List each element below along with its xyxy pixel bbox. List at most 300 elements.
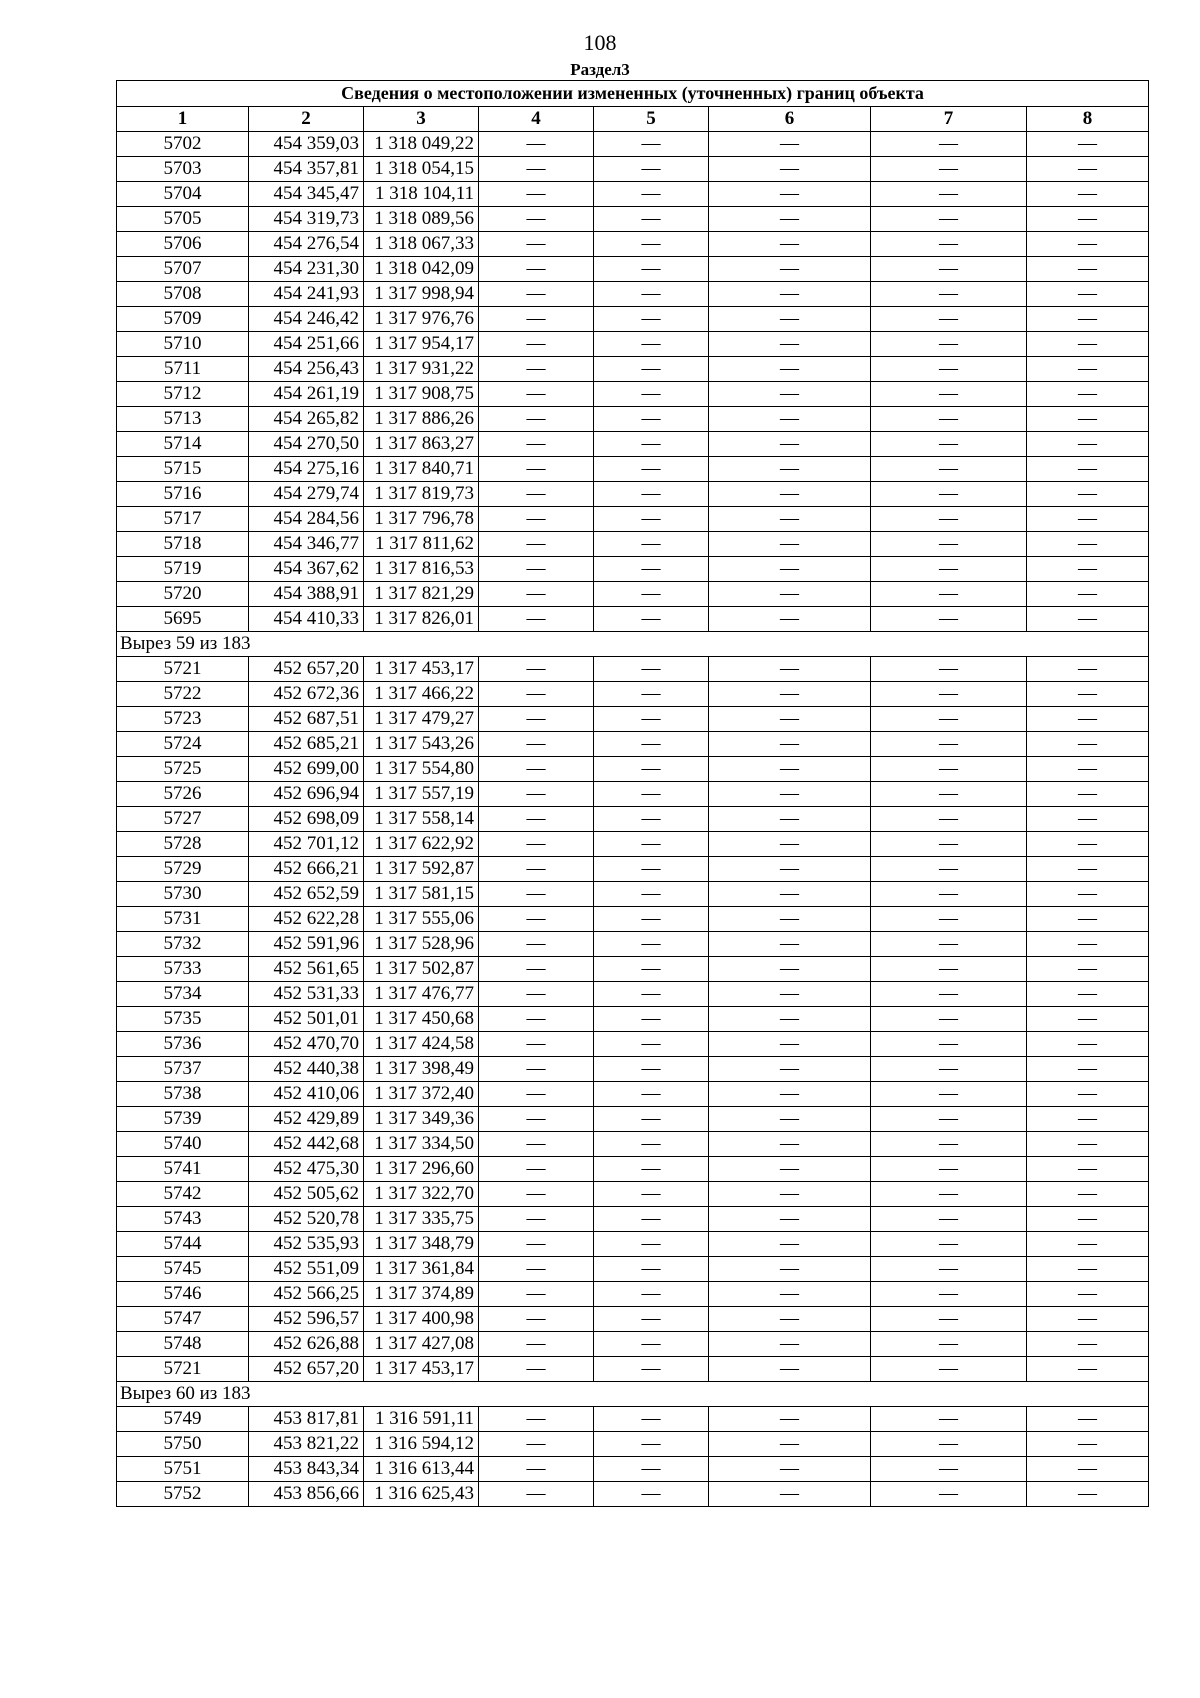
empty-value-dash-col-7: — <box>871 132 1027 157</box>
group-label: Вырез 60 из 183 <box>117 1382 1149 1407</box>
empty-value-dash-col-4: — <box>479 957 594 982</box>
y-coordinate-cell: 1 317 427,08 <box>364 1332 479 1357</box>
empty-value-dash-col-4: — <box>479 582 594 607</box>
empty-value-dash-col-6: — <box>709 232 871 257</box>
empty-value-dash-col-6: — <box>709 1257 871 1282</box>
empty-value-dash-col-6: — <box>709 557 871 582</box>
empty-value-dash-col-5: — <box>594 982 709 1007</box>
table-row <box>117 157 1149 182</box>
empty-value-dash-col-8: — <box>1027 932 1149 957</box>
x-coordinate-cell: 452 696,94 <box>249 782 364 807</box>
table-row <box>117 232 1149 257</box>
empty-value-dash-col-4: — <box>479 282 594 307</box>
empty-value-dash-col-6: — <box>709 157 871 182</box>
empty-value-dash-col-5: — <box>594 182 709 207</box>
group-header-row <box>117 1382 1149 1407</box>
y-coordinate-cell: 1 317 863,27 <box>364 432 479 457</box>
empty-value-dash-col-6: — <box>709 707 871 732</box>
y-coordinate-cell: 1 317 998,94 <box>364 282 479 307</box>
table-row <box>117 582 1149 607</box>
empty-value-dash-col-6: — <box>709 532 871 557</box>
empty-value-dash-col-8: — <box>1027 1432 1149 1457</box>
empty-value-dash-col-7: — <box>871 1482 1027 1507</box>
empty-value-dash-col-4: — <box>479 1107 594 1132</box>
empty-value-dash-col-6: — <box>709 1407 871 1432</box>
x-coordinate-cell: 452 672,36 <box>249 682 364 707</box>
empty-value-dash-col-4: — <box>479 982 594 1007</box>
table-row <box>117 607 1149 632</box>
point-number-cell: 5711 <box>117 357 249 382</box>
empty-value-dash-col-7: — <box>871 307 1027 332</box>
empty-value-dash-col-7: — <box>871 1007 1027 1032</box>
empty-value-dash-col-5: — <box>594 707 709 732</box>
table-row <box>117 307 1149 332</box>
empty-value-dash-col-5: — <box>594 357 709 382</box>
empty-value-dash-col-7: — <box>871 882 1027 907</box>
empty-value-dash-col-4: — <box>479 207 594 232</box>
point-number-cell: 5737 <box>117 1057 249 1082</box>
empty-value-dash-col-5: — <box>594 582 709 607</box>
y-coordinate-cell: 1 317 826,01 <box>364 607 479 632</box>
empty-value-dash-col-6: — <box>709 757 871 782</box>
empty-value-dash-col-7: — <box>871 1157 1027 1182</box>
table-row <box>117 807 1149 832</box>
empty-value-dash-col-8: — <box>1027 432 1149 457</box>
x-coordinate-cell: 452 666,21 <box>249 857 364 882</box>
point-number-cell: 5707 <box>117 257 249 282</box>
empty-value-dash-col-7: — <box>871 332 1027 357</box>
empty-value-dash-col-5: — <box>594 757 709 782</box>
empty-value-dash-col-4: — <box>479 1207 594 1232</box>
point-number-cell: 5743 <box>117 1207 249 1232</box>
table-row <box>117 182 1149 207</box>
y-coordinate-cell: 1 317 819,73 <box>364 482 479 507</box>
empty-value-dash-col-7: — <box>871 232 1027 257</box>
x-coordinate-cell: 454 251,66 <box>249 332 364 357</box>
x-coordinate-cell: 452 626,88 <box>249 1332 364 1357</box>
point-number-cell: 5714 <box>117 432 249 457</box>
empty-value-dash-col-6: — <box>709 807 871 832</box>
empty-value-dash-col-8: — <box>1027 1157 1149 1182</box>
empty-value-dash-col-6: — <box>709 182 871 207</box>
table-row <box>117 382 1149 407</box>
empty-value-dash-col-7: — <box>871 1257 1027 1282</box>
empty-value-dash-col-8: — <box>1027 1457 1149 1482</box>
empty-value-dash-col-6: — <box>709 382 871 407</box>
y-coordinate-cell: 1 317 334,50 <box>364 1132 479 1157</box>
empty-value-dash-col-4: — <box>479 407 594 432</box>
x-coordinate-cell: 454 345,47 <box>249 182 364 207</box>
point-number-cell: 5718 <box>117 532 249 557</box>
x-coordinate-cell: 452 622,28 <box>249 907 364 932</box>
empty-value-dash-col-8: — <box>1027 157 1149 182</box>
y-coordinate-cell: 1 318 042,09 <box>364 257 479 282</box>
empty-value-dash-col-5: — <box>594 607 709 632</box>
x-coordinate-cell: 452 410,06 <box>249 1082 364 1107</box>
y-coordinate-cell: 1 317 424,58 <box>364 1032 479 1057</box>
empty-value-dash-col-8: — <box>1027 1007 1149 1032</box>
empty-value-dash-col-4: — <box>479 1307 594 1332</box>
x-coordinate-cell: 452 501,01 <box>249 1007 364 1032</box>
empty-value-dash-col-5: — <box>594 482 709 507</box>
table-row <box>117 882 1149 907</box>
table-row <box>117 1357 1149 1382</box>
empty-value-dash-col-8: — <box>1027 457 1149 482</box>
x-coordinate-cell: 452 652,59 <box>249 882 364 907</box>
table-row <box>117 907 1149 932</box>
empty-value-dash-col-5: — <box>594 157 709 182</box>
empty-value-dash-col-6: — <box>709 1057 871 1082</box>
x-coordinate-cell: 454 270,50 <box>249 432 364 457</box>
table-row <box>117 1307 1149 1332</box>
table-row <box>117 332 1149 357</box>
column-header-5: 5 <box>594 107 709 132</box>
empty-value-dash-col-5: — <box>594 1432 709 1457</box>
table-row <box>117 557 1149 582</box>
empty-value-dash-col-7: — <box>871 732 1027 757</box>
table-caption-row <box>117 81 1149 107</box>
point-number-cell: 5745 <box>117 1257 249 1282</box>
x-coordinate-cell: 454 265,82 <box>249 407 364 432</box>
x-coordinate-cell: 454 357,81 <box>249 157 364 182</box>
x-coordinate-cell: 452 701,12 <box>249 832 364 857</box>
empty-value-dash-col-4: — <box>479 1157 594 1182</box>
point-number-cell: 5709 <box>117 307 249 332</box>
y-coordinate-cell: 1 317 453,17 <box>364 657 479 682</box>
y-coordinate-cell: 1 317 796,78 <box>364 507 479 532</box>
empty-value-dash-col-8: — <box>1027 1307 1149 1332</box>
table-row <box>117 257 1149 282</box>
y-coordinate-cell: 1 317 349,36 <box>364 1107 479 1132</box>
empty-value-dash-col-6: — <box>709 1107 871 1132</box>
x-coordinate-cell: 452 699,00 <box>249 757 364 782</box>
empty-value-dash-col-6: — <box>709 1132 871 1157</box>
y-coordinate-cell: 1 316 613,44 <box>364 1457 479 1482</box>
empty-value-dash-col-5: — <box>594 1182 709 1207</box>
empty-value-dash-col-7: — <box>871 907 1027 932</box>
point-number-cell: 5717 <box>117 507 249 532</box>
empty-value-dash-col-7: — <box>871 757 1027 782</box>
y-coordinate-cell: 1 318 089,56 <box>364 207 479 232</box>
point-number-cell: 5710 <box>117 332 249 357</box>
empty-value-dash-col-7: — <box>871 1057 1027 1082</box>
empty-value-dash-col-4: — <box>479 682 594 707</box>
point-number-cell: 5721 <box>117 1357 249 1382</box>
empty-value-dash-col-6: — <box>709 282 871 307</box>
y-coordinate-cell: 1 317 372,40 <box>364 1082 479 1107</box>
empty-value-dash-col-5: — <box>594 857 709 882</box>
empty-value-dash-col-5: — <box>594 1332 709 1357</box>
empty-value-dash-col-8: — <box>1027 1482 1149 1507</box>
point-number-cell: 5741 <box>117 1157 249 1182</box>
empty-value-dash-col-5: — <box>594 1057 709 1082</box>
point-number-cell: 5716 <box>117 482 249 507</box>
y-coordinate-cell: 1 317 931,22 <box>364 357 479 382</box>
y-coordinate-cell: 1 317 581,15 <box>364 882 479 907</box>
empty-value-dash-col-5: — <box>594 457 709 482</box>
x-coordinate-cell: 453 821,22 <box>249 1432 364 1457</box>
table-row <box>117 407 1149 432</box>
empty-value-dash-col-6: — <box>709 357 871 382</box>
column-header-3: 3 <box>364 107 479 132</box>
point-number-cell: 5702 <box>117 132 249 157</box>
point-number-cell: 5733 <box>117 957 249 982</box>
point-number-cell: 5695 <box>117 607 249 632</box>
empty-value-dash-col-4: — <box>479 432 594 457</box>
page-number: 108 <box>583 30 617 55</box>
table-row <box>117 1007 1149 1032</box>
empty-value-dash-col-4: — <box>479 832 594 857</box>
empty-value-dash-col-4: — <box>479 532 594 557</box>
empty-value-dash-col-8: — <box>1027 257 1149 282</box>
table-row <box>117 732 1149 757</box>
empty-value-dash-col-4: — <box>479 1182 594 1207</box>
table-row <box>117 532 1149 557</box>
empty-value-dash-col-4: — <box>479 757 594 782</box>
empty-value-dash-col-5: — <box>594 1257 709 1282</box>
empty-value-dash-col-4: — <box>479 557 594 582</box>
empty-value-dash-col-6: — <box>709 982 871 1007</box>
empty-value-dash-col-5: — <box>594 732 709 757</box>
empty-value-dash-col-7: — <box>871 1307 1027 1332</box>
point-number-cell: 5727 <box>117 807 249 832</box>
empty-value-dash-col-5: — <box>594 332 709 357</box>
empty-value-dash-col-4: — <box>479 607 594 632</box>
point-number-cell: 5712 <box>117 382 249 407</box>
empty-value-dash-col-4: — <box>479 1232 594 1257</box>
y-coordinate-cell: 1 317 821,29 <box>364 582 479 607</box>
empty-value-dash-col-8: — <box>1027 732 1149 757</box>
table-row <box>117 1157 1149 1182</box>
empty-value-dash-col-7: — <box>871 607 1027 632</box>
y-coordinate-cell: 1 317 886,26 <box>364 407 479 432</box>
empty-value-dash-col-4: — <box>479 507 594 532</box>
empty-value-dash-col-6: — <box>709 407 871 432</box>
empty-value-dash-col-6: — <box>709 1032 871 1057</box>
y-coordinate-cell: 1 317 348,79 <box>364 1232 479 1257</box>
empty-value-dash-col-7: — <box>871 532 1027 557</box>
x-coordinate-cell: 454 275,16 <box>249 457 364 482</box>
y-coordinate-cell: 1 317 622,92 <box>364 832 479 857</box>
empty-value-dash-col-7: — <box>871 257 1027 282</box>
empty-value-dash-col-4: — <box>479 332 594 357</box>
x-coordinate-cell: 452 561,65 <box>249 957 364 982</box>
table-row <box>117 782 1149 807</box>
point-number-cell: 5728 <box>117 832 249 857</box>
empty-value-dash-col-8: — <box>1027 882 1149 907</box>
point-number-cell: 5726 <box>117 782 249 807</box>
x-coordinate-cell: 452 596,57 <box>249 1307 364 1332</box>
x-coordinate-cell: 453 817,81 <box>249 1407 364 1432</box>
empty-value-dash-col-4: — <box>479 1132 594 1157</box>
empty-value-dash-col-7: — <box>871 1332 1027 1357</box>
x-coordinate-cell: 452 551,09 <box>249 1257 364 1282</box>
point-number-cell: 5723 <box>117 707 249 732</box>
empty-value-dash-col-8: — <box>1027 307 1149 332</box>
y-coordinate-cell: 1 317 322,70 <box>364 1182 479 1207</box>
empty-value-dash-col-6: — <box>709 432 871 457</box>
empty-value-dash-col-8: — <box>1027 1207 1149 1232</box>
point-number-cell: 5732 <box>117 932 249 957</box>
table-row <box>117 457 1149 482</box>
empty-value-dash-col-7: — <box>871 507 1027 532</box>
empty-value-dash-col-4: — <box>479 1007 594 1032</box>
empty-value-dash-col-8: — <box>1027 407 1149 432</box>
empty-value-dash-col-5: — <box>594 557 709 582</box>
empty-value-dash-col-8: — <box>1027 357 1149 382</box>
empty-value-dash-col-7: — <box>871 1082 1027 1107</box>
empty-value-dash-col-5: — <box>594 432 709 457</box>
empty-value-dash-col-8: — <box>1027 1082 1149 1107</box>
y-coordinate-cell: 1 317 811,62 <box>364 532 479 557</box>
point-number-cell: 5720 <box>117 582 249 607</box>
empty-value-dash-col-7: — <box>871 207 1027 232</box>
empty-value-dash-col-5: — <box>594 957 709 982</box>
empty-value-dash-col-6: — <box>709 1182 871 1207</box>
empty-value-dash-col-4: — <box>479 1432 594 1457</box>
empty-value-dash-col-5: — <box>594 882 709 907</box>
empty-value-dash-col-8: — <box>1027 682 1149 707</box>
point-number-cell: 5706 <box>117 232 249 257</box>
empty-value-dash-col-5: — <box>594 907 709 932</box>
empty-value-dash-col-8: — <box>1027 507 1149 532</box>
x-coordinate-cell: 452 470,70 <box>249 1032 364 1057</box>
empty-value-dash-col-8: — <box>1027 657 1149 682</box>
empty-value-dash-col-5: — <box>594 382 709 407</box>
x-coordinate-cell: 454 284,56 <box>249 507 364 532</box>
y-coordinate-cell: 1 316 591,11 <box>364 1407 479 1432</box>
empty-value-dash-col-5: — <box>594 407 709 432</box>
empty-value-dash-col-8: — <box>1027 1257 1149 1282</box>
empty-value-dash-col-4: — <box>479 1482 594 1507</box>
column-header-8: 8 <box>1027 107 1149 132</box>
point-number-cell: 5725 <box>117 757 249 782</box>
empty-value-dash-col-8: — <box>1027 807 1149 832</box>
point-number-cell: 5734 <box>117 982 249 1007</box>
x-coordinate-cell: 454 231,30 <box>249 257 364 282</box>
empty-value-dash-col-5: — <box>594 132 709 157</box>
table-row <box>117 1032 1149 1057</box>
empty-value-dash-col-7: — <box>871 282 1027 307</box>
table-row <box>117 757 1149 782</box>
y-coordinate-cell: 1 316 625,43 <box>364 1482 479 1507</box>
x-coordinate-cell: 453 843,34 <box>249 1457 364 1482</box>
empty-value-dash-col-8: — <box>1027 907 1149 932</box>
empty-value-dash-col-7: — <box>871 1282 1027 1307</box>
group-header-row <box>117 632 1149 657</box>
empty-value-dash-col-8: — <box>1027 832 1149 857</box>
y-coordinate-cell: 1 317 555,06 <box>364 907 479 932</box>
empty-value-dash-col-8: — <box>1027 1132 1149 1157</box>
point-number-cell: 5721 <box>117 657 249 682</box>
table-body <box>117 132 1149 1507</box>
empty-value-dash-col-8: — <box>1027 382 1149 407</box>
empty-value-dash-col-8: — <box>1027 1057 1149 1082</box>
empty-value-dash-col-4: — <box>479 882 594 907</box>
x-coordinate-cell: 454 410,33 <box>249 607 364 632</box>
point-number-cell: 5736 <box>117 1032 249 1057</box>
table-row <box>117 1257 1149 1282</box>
table-row <box>117 657 1149 682</box>
empty-value-dash-col-4: — <box>479 932 594 957</box>
empty-value-dash-col-7: — <box>871 1132 1027 1157</box>
empty-value-dash-col-8: — <box>1027 1107 1149 1132</box>
point-number-cell: 5719 <box>117 557 249 582</box>
x-coordinate-cell: 452 475,30 <box>249 1157 364 1182</box>
empty-value-dash-col-7: — <box>871 982 1027 1007</box>
table-row <box>117 1107 1149 1132</box>
x-coordinate-cell: 452 657,20 <box>249 1357 364 1382</box>
column-header-6: 6 <box>709 107 871 132</box>
empty-value-dash-col-6: — <box>709 732 871 757</box>
empty-value-dash-col-7: — <box>871 782 1027 807</box>
empty-value-dash-col-5: — <box>594 807 709 832</box>
empty-value-dash-col-5: — <box>594 1157 709 1182</box>
empty-value-dash-col-5: — <box>594 282 709 307</box>
empty-value-dash-col-5: — <box>594 1132 709 1157</box>
empty-value-dash-col-5: — <box>594 1007 709 1032</box>
empty-value-dash-col-5: — <box>594 1232 709 1257</box>
empty-value-dash-col-7: — <box>871 1232 1027 1257</box>
empty-value-dash-col-4: — <box>479 457 594 482</box>
empty-value-dash-col-8: — <box>1027 582 1149 607</box>
empty-value-dash-col-8: — <box>1027 482 1149 507</box>
point-number-cell: 5705 <box>117 207 249 232</box>
empty-value-dash-col-4: — <box>479 1082 594 1107</box>
y-coordinate-cell: 1 317 400,98 <box>364 1307 479 1332</box>
empty-value-dash-col-6: — <box>709 257 871 282</box>
empty-value-dash-col-6: — <box>709 657 871 682</box>
empty-value-dash-col-8: — <box>1027 1332 1149 1357</box>
empty-value-dash-col-7: — <box>871 807 1027 832</box>
empty-value-dash-col-5: — <box>594 1107 709 1132</box>
empty-value-dash-col-6: — <box>709 132 871 157</box>
empty-value-dash-col-4: — <box>479 232 594 257</box>
empty-value-dash-col-5: — <box>594 1082 709 1107</box>
empty-value-dash-col-4: — <box>479 1032 594 1057</box>
empty-value-dash-col-4: — <box>479 1282 594 1307</box>
empty-value-dash-col-8: — <box>1027 607 1149 632</box>
empty-value-dash-col-4: — <box>479 732 594 757</box>
empty-value-dash-col-4: — <box>479 1357 594 1382</box>
y-coordinate-cell: 1 317 502,87 <box>364 957 479 982</box>
table-row <box>117 832 1149 857</box>
empty-value-dash-col-7: — <box>871 1207 1027 1232</box>
column-header-4: 4 <box>479 107 594 132</box>
empty-value-dash-col-8: — <box>1027 757 1149 782</box>
point-number-cell: 5729 <box>117 857 249 882</box>
x-coordinate-cell: 452 657,20 <box>249 657 364 682</box>
point-number-cell: 5740 <box>117 1132 249 1157</box>
empty-value-dash-col-5: — <box>594 1032 709 1057</box>
x-coordinate-cell: 452 429,89 <box>249 1107 364 1132</box>
empty-value-dash-col-4: — <box>479 382 594 407</box>
y-coordinate-cell: 1 318 049,22 <box>364 132 479 157</box>
section-label: Раздел3 <box>570 60 630 79</box>
y-coordinate-cell: 1 317 361,84 <box>364 1257 479 1282</box>
empty-value-dash-col-8: — <box>1027 332 1149 357</box>
y-coordinate-cell: 1 317 466,22 <box>364 682 479 707</box>
table-row <box>117 1482 1149 1507</box>
point-number-cell: 5715 <box>117 457 249 482</box>
table-row <box>117 482 1149 507</box>
table-caption: Сведения о местоположении измененных (уточненных) границ объекта <box>117 81 1149 107</box>
x-coordinate-cell: 454 241,93 <box>249 282 364 307</box>
table-row <box>117 432 1149 457</box>
empty-value-dash-col-7: — <box>871 657 1027 682</box>
empty-value-dash-col-7: — <box>871 682 1027 707</box>
x-coordinate-cell: 454 261,19 <box>249 382 364 407</box>
